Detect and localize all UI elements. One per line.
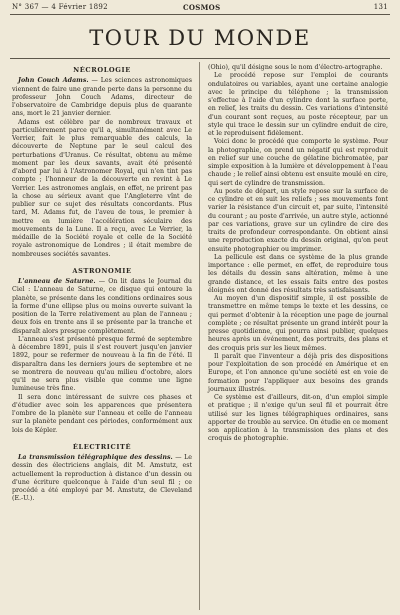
article-runin-title: L'anneau de Saturne. <box>18 278 96 285</box>
article-paragraph: L'anneau s'est présenté presque fermé de septembre à décembre 1891, puis il s'est rouvert jusqu'en janvier 1892, pour se refermer de nouveau à la fin de l'été. Il disparaîtra dans les derniers jours de septembre et ne se montrera de nouveau qu'au milieu d'octobre, alors qu'il ne sera plus visible que comme une ligne lumineuse très fine. <box>12 335 192 393</box>
title-rule <box>10 58 390 59</box>
section-title: TOUR DU MONDE <box>89 26 311 50</box>
article-text: — On lit dans le Journal du Ciel : L'anneau de Saturne, ce disque qui entoure la planète, se présente dans les conditions ordinaires sous la forme d'une ellipse plus ou moins ouverte suivant la position de la Terre relativement au plan de l'anneau ; deux fois en trente ans il se présente par la tranche et disparaît alors presque complètement. <box>12 278 192 335</box>
right-column <box>208 64 388 444</box>
heading-electricite: ÉLECTRICITÉ <box>72 442 132 451</box>
article-paragraph: Au moyen d'un dispositif simple, il est possible de transmettre en même temps le texte et les dessins, ce qui permet d'obtenir à la réception une page de journal complète ; ce résultat présente un grand intérêt pour la presse quotidienne, qui pourra ainsi publier, quelques heures après un événement, des portraits, des plans et des croquis pris sur les lieux mêmes. <box>208 295 388 352</box>
article-paragraph: Adams est célèbre par de nombreux travaux et particulièrement parce qu'il a, simultanément avec Le Verrier, fait le plus remarquable des calculs, la découverte de Neptune par le seul calcul des perturbations d'Uranus. Ce résultat, obtenu au même moment par les deux savants, avait été présenté d'abord par lui à l'Astronomer Royal, qui n'en tint pas compte ; l'honneur de la découverte en revint à Le Verrier. Les astronomes anglais, en effet, ne prirent pas la chose au sérieux avant que l'Angleterre vînt de publier sur ce sujet des résultats concordants. Plus tard, M. Adams fut, de l'aveu de tous, le premier à mettre en lumière l'accélération séculaire des mouvements de la Lune. Il a reçu, avec Le Verrier, la médaille de la Société royale et celle de la Société royale astronomique de Londres ; il était membre de nombreuses sociétés savantes. <box>12 118 192 258</box>
article-paragraph <box>12 454 192 504</box>
article-paragraph: Au poste de départ, un style repose sur la surface de ce cylindre et en suit les reliefs ; ses mouvements font varier la résistance d'un circuit et, par suite, l'intensité du courant ; au poste d'arrivée, un autre style, actionné par ces variations, grave sur un cylindre de cire des traits de profondeur correspondante. On obtient ainsi une reproduction exacte du dessin original, qu'on peut ensuite photographier ou imprimer. <box>208 187 388 253</box>
heading-astronomie: ASTRONOMIE <box>72 266 132 275</box>
article-paragraph: La pellicule est dans ce système de la plus grande importance : elle permet, en effet, de reproduire tous les détails du dessin sans altération, même à une grande distance, et les essais faits entre des postes éloignés ont donné des résultats très satisfaisants. <box>208 253 388 294</box>
column-divider <box>199 62 200 610</box>
journal-name: COSMOS <box>183 3 221 12</box>
article-paragraph: Voici donc le procédé que comporte le système. Pour la photographie, on prend un négatif qui est reproduit en relief sur une couche de gélatine bichromatée, par simple exposition à la lumière et développement à l'eau chaude ; le relief ainsi obtenu est ensuite moulé en cire, qui sert de cylindre de transmission. <box>208 138 388 187</box>
page-number: 131 <box>373 3 388 11</box>
heading-necrologie: NÉCROLOGIE <box>73 66 131 74</box>
article-runin-title: John Couch Adams. <box>18 77 89 85</box>
article-paragraph <box>12 278 192 336</box>
article-paragraph: Ce système est d'ailleurs, dit-on, d'un emploi simple et pratique ; il n'exige qu'un seul fil et pourrait être utilisé sur les lignes télégraphiques ordinaires, sans apporter de trouble au service. On étudie en ce moment son application à la transmission des plans et des croquis de photographie. <box>208 394 388 443</box>
article-paragraph: Il sera donc intéressant de suivre ces phases et d'étudier avec soin les apparences que présentera l'ombre de la planète sur l'anneau et celle de l'anneau sur la planète pendant ces périodes, conformément aux lois de Képler. <box>12 393 192 434</box>
article-paragraph: Il paraît que l'inventeur a déjà pris des dispositions pour l'exploitation de son procédé en Amérique et en Europe, et l'on annonce qu'une société est en voie de formation pour l'appliquer aux besoins des grands journaux illustrés. <box>208 352 388 393</box>
article-paragraph: Le procédé repose sur l'emploi de courants ondulatoires ou variables, ayant une certaine analogie avec le principe du téléphone ; la transmission s'effectue à l'aide d'un cylindre dont la surface porte, en relief, les traits du dessin. Ces variations d'intensité d'un courant sont reçues, au poste récepteur, par un style qui trace le dessin sur un cylindre enduit de cire, et le reproduisent fidèlement. <box>208 72 388 137</box>
left-column <box>12 64 192 504</box>
article-text: — Le dessin des électriciens anglais, dit M. Amstutz, est actuellement la reproduction à distance d'un dessin ou d'une écriture quelconque à l'aide d'un seul fil ; ce procédé a été employé par M. Amstutz, de Cleveland (E.-U.). <box>12 454 192 503</box>
article-runin-title: La transmission télégraphique des dessins. <box>18 454 173 461</box>
article-paragraph <box>12 77 192 118</box>
issue-date: N° 367 — 4 Février 1892 <box>12 3 108 11</box>
header-rule <box>10 14 390 15</box>
article-text: — Les sciences astronomiques viennent de faire une grande perte dans la personne du professeur John Couch Adams, directeur de l'observatoire de Cambridge depuis plus de quarante ans, mort le 21 janvier dernier. <box>12 77 192 118</box>
article-paragraph: (Ohio), qu'il désigne sous le nom d'électro-artographe. <box>208 64 383 71</box>
